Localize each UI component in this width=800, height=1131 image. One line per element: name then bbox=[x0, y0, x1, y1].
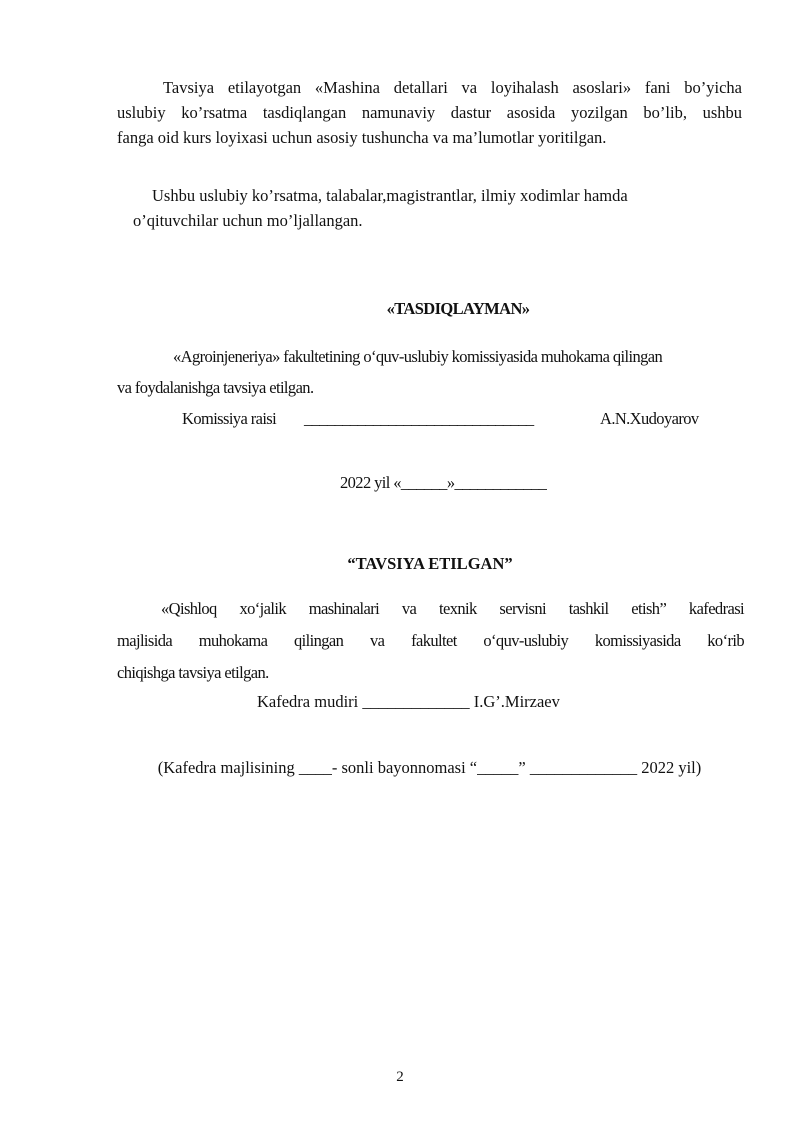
head-signature-line: _____________ bbox=[362, 692, 470, 711]
head-name: I.G’.Mirzaev bbox=[473, 692, 560, 711]
chair-signature-line: ______________________________ bbox=[304, 409, 534, 428]
approval-date: 2022 yil «______»____________ bbox=[340, 473, 547, 492]
purpose-line-1: Ushbu uslubiy ko’rsatma, talabalar,magistrantlar, ilmiy xodimlar hamda bbox=[152, 186, 628, 205]
approval-paragraph bbox=[117, 341, 745, 403]
intro-line-1: Tavsiya etilayotgan «Mashina detallari va loyihalash asoslari» fani bo’yicha bbox=[163, 78, 742, 97]
intro-line-2: uslubiy ko’rsatma tasdiqlangan namunaviy dastur asosida yozilgan bo’lib, ushbu bbox=[117, 103, 742, 122]
head-label: Kafedra mudiri bbox=[257, 692, 359, 711]
minutes-line: (Kafedra majlisining ____- sonli bayonnomasi “_____” _____________ 2022 yil) bbox=[157, 758, 702, 777]
intro-line-3: fanga oid kurs loyixasi uchun asosiy tushuncha va ma’lumotlar yoritilgan. bbox=[117, 128, 607, 147]
recommended-line-3: chiqishga tavsiya etilgan. bbox=[117, 663, 269, 682]
purpose-line-2: o’qituvchilar uchun mo’ljallangan. bbox=[133, 211, 363, 230]
recommended-line-1: «Qishloq xo‘jalik mashinalari va texnik servisni tashkil etish” kafedrasi bbox=[161, 599, 744, 618]
chair-signature-row bbox=[182, 406, 742, 431]
purpose-paragraph bbox=[133, 183, 733, 233]
recommended-line-2: majlisida muhokama qilingan va fakultet o‘quv-uslubiy komissiyasida ko‘rib bbox=[117, 631, 744, 650]
chair-name: A.N.Xudoyarov bbox=[600, 409, 699, 428]
head-signature-row bbox=[257, 689, 560, 714]
approval-line-2: va foydalanishga tavsiya etilgan. bbox=[117, 378, 314, 397]
approval-line-1: «Agroinjeneriya» fakultetining o‘quv-uslubiy komissiyasida muhokama qilingan bbox=[173, 347, 663, 366]
recommended-heading: “TAVSIYA ETILGAN” bbox=[347, 554, 513, 573]
intro-paragraph bbox=[117, 75, 742, 150]
page-number: 2 bbox=[396, 1069, 404, 1085]
approval-heading: «TASDIQLAYMAN» bbox=[386, 299, 530, 318]
recommended-paragraph bbox=[117, 593, 744, 689]
chair-label: Komissiya raisi bbox=[182, 409, 277, 428]
